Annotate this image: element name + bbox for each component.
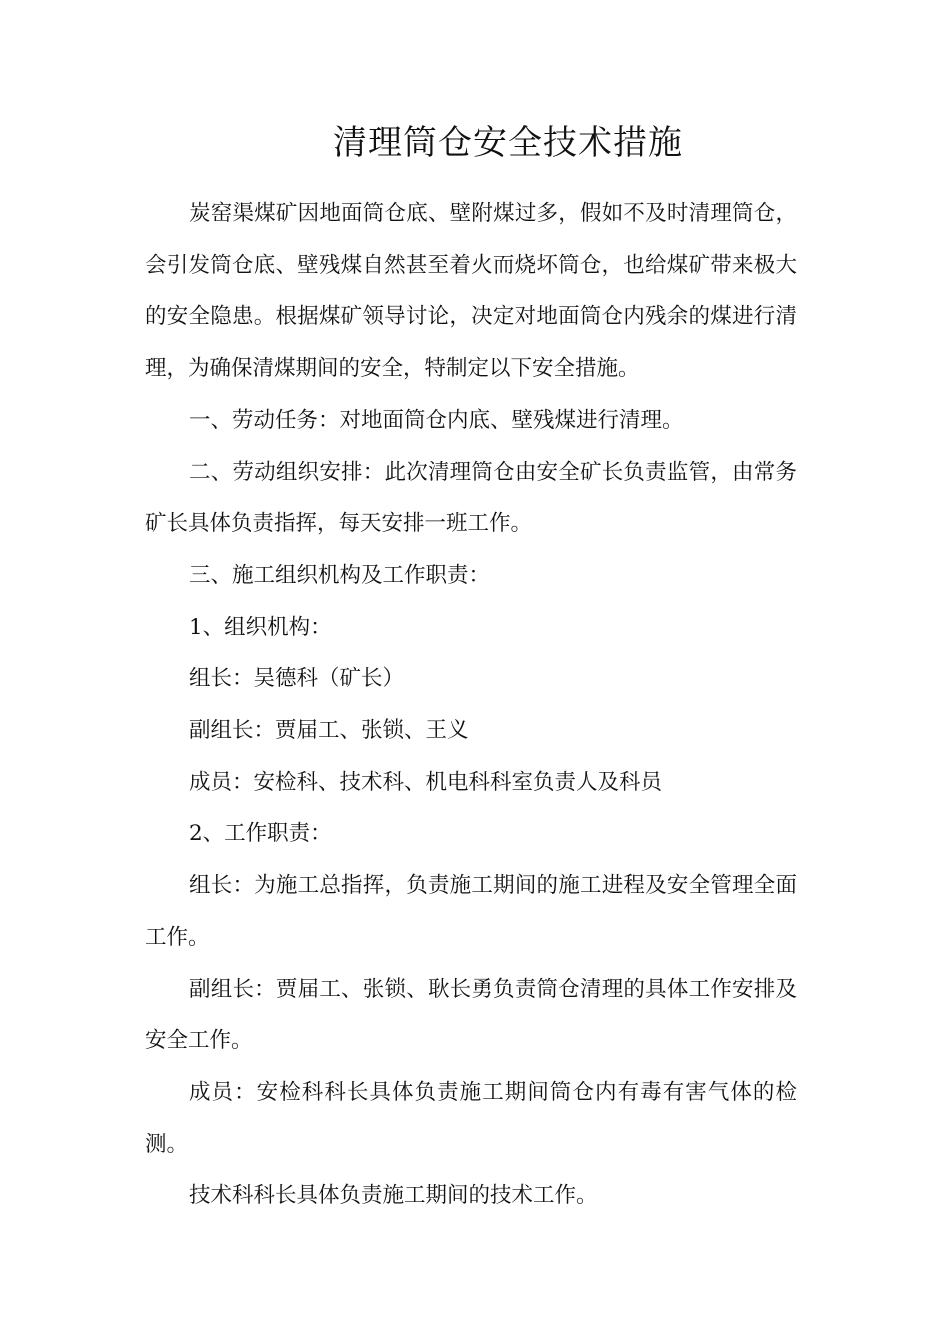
duty-deputy-leaders: 副组长：贾届工、张锁、耿长勇负责筒仓清理的具体工作安排及安全工作。 xyxy=(145,976,797,1054)
section-heading-organization: 三、施工组织机构及工作职责： xyxy=(189,562,491,588)
list-item-leader: 组长：吴德科（矿长） xyxy=(189,666,405,692)
paragraph-labor-organization: 二、劳动组织安排：此次清理筒仓由安全矿长负责监管，由常务矿长具体负责指挥，每天安排一班工作。 xyxy=(145,459,797,537)
duty-leader: 组长：为施工总指挥，负责施工期间的施工进程及安全管理全面工作。 xyxy=(145,873,797,950)
duty-members: 成员：安检科科长具体负责施工期间筒仓内有毒有害气体的检测。 xyxy=(145,1079,797,1157)
duty-technical-section: 技术科科长具体负责施工期间的技术工作。 xyxy=(189,1183,598,1209)
subheading-structure: 1、组织机构： xyxy=(189,614,332,640)
subheading-duties: 2、工作职责： xyxy=(189,821,332,847)
list-item-members: 成员：安检科、技术科、机电科科室负责人及科员 xyxy=(189,769,663,795)
document-body xyxy=(145,188,797,1222)
paragraph-intro: 炭窑渠煤矿因地面筒仓底、壁附煤过多，假如不及时清理筒仓，会引发筒仓底、壁残煤自然甚至着火而烧坏筒仓，也给煤矿带来极大的安全隐患。根据煤矿领导讨论，决定对地面筒仓内残余的煤进行清理，为确保清煤期间的安全，特制定以下安全措施。 xyxy=(145,201,797,382)
list-item-deputy-leaders: 副组长：贾届工、张锁、王义 xyxy=(189,718,469,744)
paragraph-labor-task: 一、劳动任务：对地面筒仓内底、壁残煤进行清理。 xyxy=(189,407,684,433)
document-title: 清理筒仓安全技术措施 xyxy=(333,123,683,163)
